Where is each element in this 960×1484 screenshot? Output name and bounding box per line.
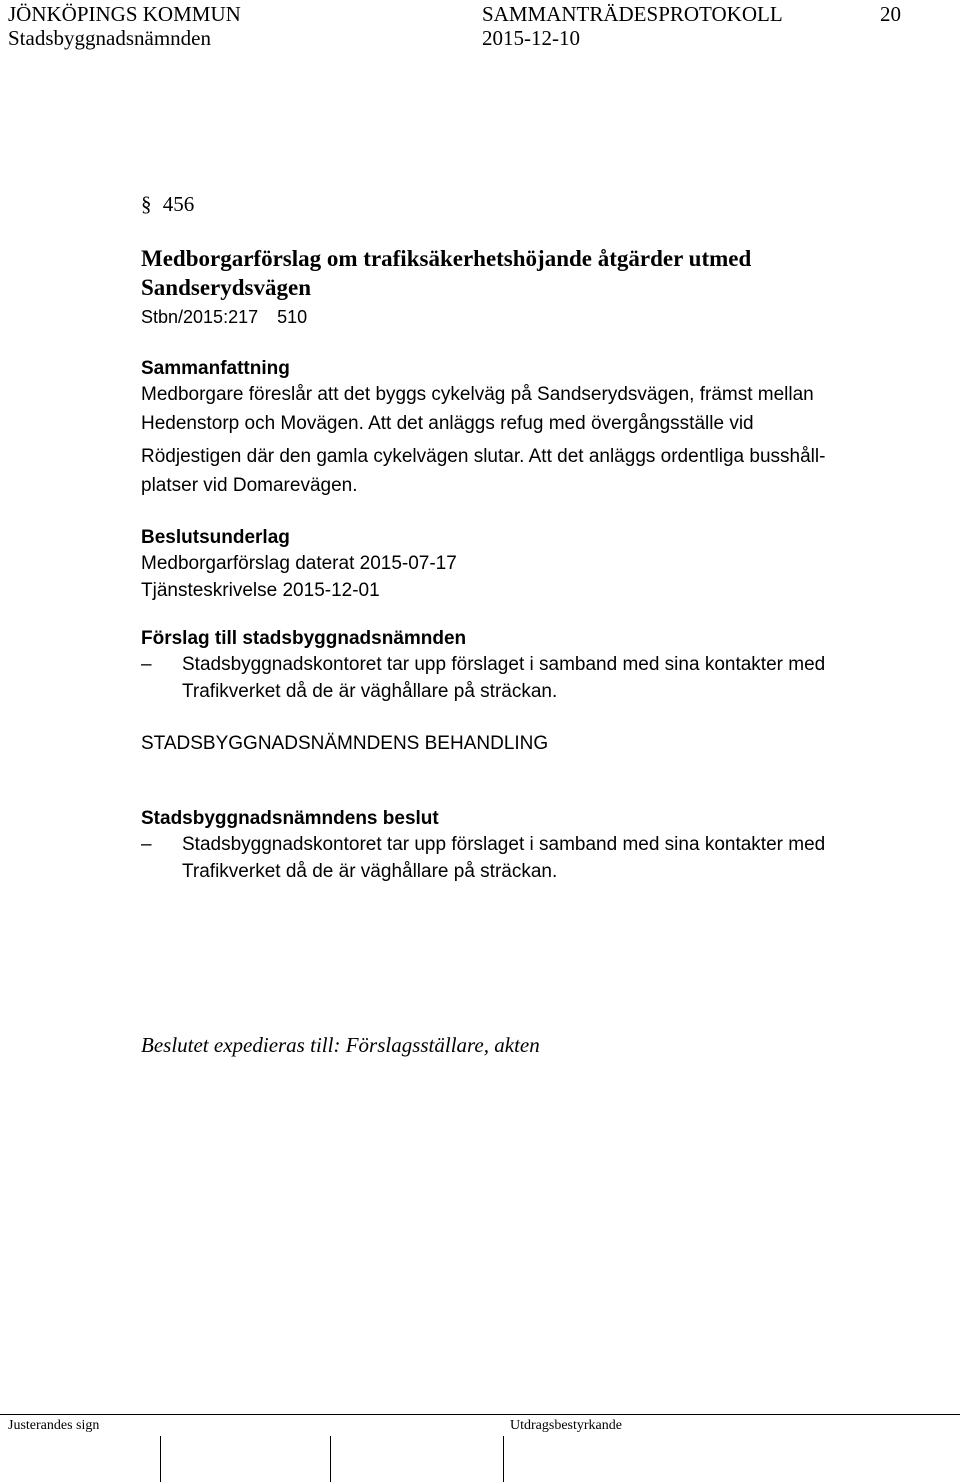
- footer-divider: [0, 1414, 960, 1415]
- header-doc-type: SAMMANTRÄDESPROTOKOLL: [482, 2, 783, 26]
- summary-heading: Sammanfattning: [141, 358, 290, 379]
- title-line-1: Medborgarförslag om trafiksäkerhetshöjande åtgärder utmed: [141, 246, 752, 271]
- header-page-number: 20: [880, 2, 901, 26]
- proposal-dash: –: [141, 654, 152, 675]
- title-line-2: Sandserydsvägen: [141, 275, 311, 300]
- case-diarienummer: Stbn/2015:217: [141, 307, 259, 327]
- summary-line-2: Hedenstorp och Movägen. Att det anläggs refug med övergångsställe vid: [141, 413, 754, 434]
- page-title: [141, 244, 751, 302]
- signature-box-divider: [330, 1436, 331, 1482]
- footer-utdrag-label: Utdragsbestyrkande: [510, 1418, 622, 1433]
- summary-line-1: Medborgare föreslår att det byggs cykelväg på Sandserydsvägen, främst mellan: [141, 384, 814, 405]
- decision-line-2: Trafikverket då de är väghållare på sträckan.: [182, 861, 558, 882]
- section-symbol: §: [141, 192, 152, 216]
- decision-heading: Stadsbyggnadsnämndens beslut: [141, 808, 439, 829]
- case-reference: [141, 307, 307, 328]
- basis-heading: Beslutsunderlag: [141, 527, 290, 548]
- section-paragraph: [141, 192, 194, 217]
- decision-line-1: Stadsbyggnadskontoret tar upp förslaget i samband med sina kontakter med: [182, 834, 826, 855]
- footer-justering-label: Justerandes sign: [8, 1418, 100, 1433]
- proposal-heading: Förslag till stadsbyggnadsnämnden: [141, 628, 467, 649]
- section-number: 456: [162, 192, 195, 216]
- proposal-line-1: Stadsbyggnadskontoret tar upp förslaget i samband med sina kontakter med: [182, 654, 826, 675]
- basis-item-1: Medborgarförslag daterat 2015-07-17: [141, 553, 457, 574]
- summary-line-4: platser vid Domarevägen.: [141, 475, 358, 496]
- proposal-line-2: Trafikverket då de är väghållare på sträckan.: [182, 681, 558, 702]
- distribution-note: Beslutet expedieras till: Förslagsställare, akten: [141, 1033, 540, 1057]
- handling-heading: STADSBYGGNADSNÄMNDENS BEHANDLING: [141, 733, 549, 754]
- header-date: 2015-12-10: [482, 26, 580, 50]
- signature-box-divider: [503, 1436, 504, 1482]
- summary-line-3: Rödjestigen där den gamla cykelvägen slutar. Att det anläggs ordentliga busshåll-: [141, 446, 826, 467]
- signature-box-divider: [160, 1436, 161, 1482]
- basis-item-2: Tjänsteskrivelse 2015-12-01: [141, 580, 380, 601]
- header-committee: Stadsbyggnadsnämnden: [8, 26, 211, 50]
- header-org: JÖNKÖPINGS KOMMUN: [8, 2, 241, 26]
- decision-dash: –: [141, 834, 152, 855]
- case-code: 510: [277, 307, 308, 327]
